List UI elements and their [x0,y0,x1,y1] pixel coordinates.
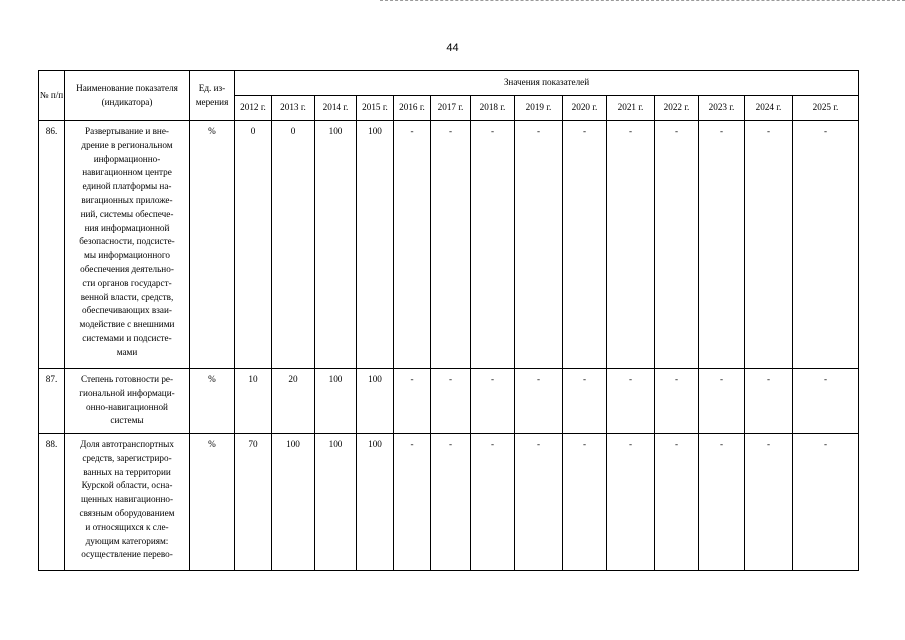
value-cell: - [793,369,859,434]
value-cell: 10 [235,369,272,434]
value-cell: - [655,121,699,369]
value-cell: 0 [272,121,315,369]
indicator-name-line: системы [110,415,144,426]
header-year: 2018 г. [471,96,515,121]
indicator-name-line: дующим категориям: [85,535,169,546]
unit-cell: % [190,434,235,571]
header-values: Значения показателей [235,71,859,96]
value-cell: - [394,434,431,571]
indicator-name-line: единой платформы на- [82,181,172,192]
value-cell: 100 [272,434,315,571]
indicator-name [65,121,190,369]
header-year: 2012 г. [235,96,272,121]
value-cell: - [431,121,471,369]
indicator-name-line: системами и подсисте- [82,332,172,343]
value-cell: 100 [357,434,394,571]
header-year: 2014 г. [315,96,357,121]
value-cell: - [607,121,655,369]
indicator-name-line: щенных навигационно- [80,494,174,505]
header-year: 2024 г. [745,96,793,121]
value-cell: - [745,121,793,369]
header-unit: Ед. из-мерения [190,71,235,121]
value-cell: 100 [315,434,357,571]
value-cell: - [793,121,859,369]
top-rule [380,0,905,1]
header-year: 2025 г. [793,96,859,121]
value-cell: - [394,369,431,434]
value-cell: - [699,121,745,369]
row-number: 88. [39,434,65,571]
indicator-name-line: ванных на территории [83,466,171,477]
indicator-name-line: ний, системы обеспече- [80,208,174,219]
value-cell: 20 [272,369,315,434]
indicator-name-line: Развертывание и вне- [85,126,169,136]
header-year: 2019 г. [515,96,563,121]
value-cell: - [431,369,471,434]
indicator-name-line: венной власти, средств, [80,291,174,302]
value-cell: 0 [235,121,272,369]
value-cell: - [745,434,793,571]
indicator-name-line: осуществление перево- [81,549,173,560]
unit-cell: % [190,121,235,369]
table-row [39,369,859,434]
indicator-name-line: средств, зарегистриро- [82,452,172,463]
indicator-name-line: ния информационной [84,222,170,233]
header-num: № п/п [39,71,65,121]
indicator-name-line: безопасности, подсисте- [79,236,175,247]
page-number: 44 [446,42,459,54]
value-cell: - [515,121,563,369]
table-row [39,434,859,571]
indicator-name-line: мы информационного [84,250,170,261]
value-cell: 100 [315,121,357,369]
indicator-name [65,369,190,434]
header-year: 2015 г. [357,96,394,121]
value-cell: - [471,434,515,571]
header-year: 2021 г. [607,96,655,121]
value-cell: - [699,369,745,434]
indicators-table [38,70,859,571]
row-number: 87. [39,369,65,434]
indicator-name-line: вигационных приложе- [81,194,173,205]
value-cell: - [563,369,607,434]
value-cell: - [655,369,699,434]
value-cell: - [515,369,563,434]
indicator-name-line: модействие с внешними [79,319,175,330]
header-name: Наименование показателя (индикатора) [65,71,190,121]
value-cell: - [471,121,515,369]
header-year: 2013 г. [272,96,315,121]
value-cell: 100 [357,369,394,434]
value-cell: - [471,369,515,434]
unit-cell: % [190,369,235,434]
value-cell: 100 [315,369,357,434]
table-row [39,121,859,369]
indicator-name-line: и относящихся к сле- [85,521,169,532]
indicator-name-line: Доля автотранспортных [80,439,174,449]
indicator-name-line: Степень готовности ре- [80,374,174,384]
indicator-name-line: обеспечения деятельно- [80,263,174,274]
header-year: 2020 г. [563,96,607,121]
value-cell: - [699,434,745,571]
indicator-name-line: связным оборудованием [79,507,175,518]
value-cell: - [431,434,471,571]
indicator-name-line: информационно- [93,153,161,164]
indicator-name-line: обеспечивающих взаи- [82,305,172,316]
indicator-name-line: сти органов государст- [82,277,172,288]
value-cell: - [394,121,431,369]
indicator-name-line: онно-навигационной [86,401,168,412]
value-cell: - [655,434,699,571]
indicator-name-line: Курской области, осна- [81,480,173,491]
indicator-name [65,434,190,571]
value-cell: 100 [357,121,394,369]
value-cell: - [515,434,563,571]
value-cell: - [745,369,793,434]
value-cell: - [793,434,859,571]
row-number: 86. [39,121,65,369]
indicator-name-line: навигационном центре [82,167,172,178]
value-cell: - [563,434,607,571]
value-cell: - [607,434,655,571]
value-cell: - [563,121,607,369]
header-year: 2022 г. [655,96,699,121]
header-year: 2017 г. [431,96,471,121]
indicator-name-line: мами [116,346,138,357]
indicator-name-line: гиональной информаци- [79,387,175,398]
indicator-name-line: дрение в региональном [81,139,173,150]
value-cell: - [607,369,655,434]
table-body [39,121,859,571]
header-year: 2023 г. [699,96,745,121]
value-cell: 70 [235,434,272,571]
header-year: 2016 г. [394,96,431,121]
